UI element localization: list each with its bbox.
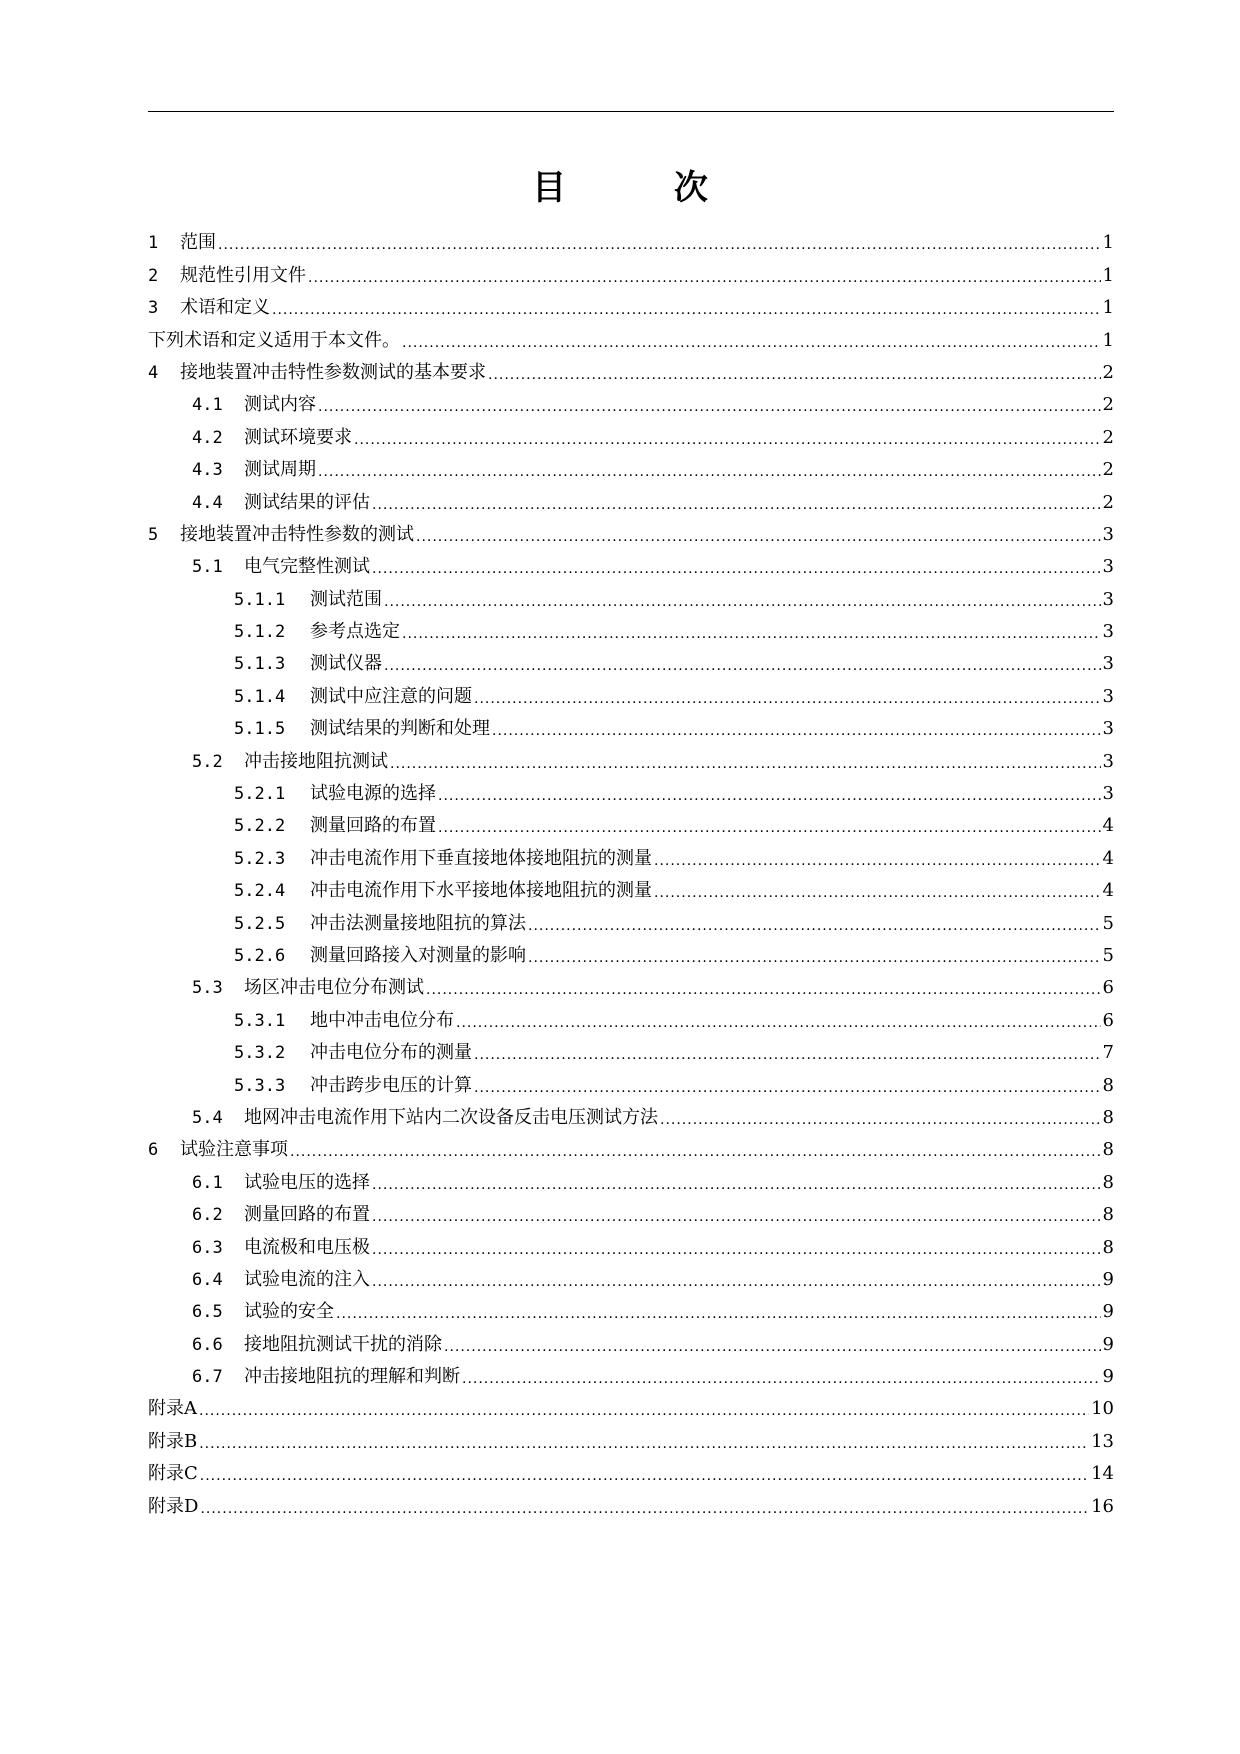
toc-entry-title: 试验注意事项: [180, 1139, 288, 1161]
toc-entry-number: 5.2.4: [234, 881, 286, 902]
toc-entry-page-number: 10: [1091, 1398, 1114, 1420]
toc-entry-number: 5.3.1: [234, 1010, 286, 1031]
toc-entry[interactable]: [148, 578, 1114, 610]
toc-entry-page-number: 4: [1102, 880, 1114, 902]
toc-entry-number: 5.1.3: [234, 654, 286, 675]
toc-entry-page-number: 3: [1102, 685, 1114, 707]
toc-entry-title: 术语和定义: [180, 297, 270, 319]
toc-entry[interactable]: [148, 254, 1114, 286]
toc-entry-number: 5.3.3: [234, 1075, 286, 1096]
toc-entry-page-number: 6: [1102, 977, 1114, 999]
toc-dot-leader: [456, 1014, 1101, 1032]
toc-entry-number: 6: [148, 1140, 159, 1161]
toc-entry-page-number: 4: [1102, 815, 1114, 837]
toc-entry-number: 5.1.1: [234, 589, 286, 610]
toc-entry-title: 冲击法测量接地阻抗的算法: [310, 912, 526, 934]
toc-entry[interactable]: [148, 449, 1114, 481]
toc-entry-title: 电流极和电压极: [244, 1236, 370, 1258]
toc-entry-title: 试验电源的选择: [310, 783, 436, 805]
toc-dot-leader: [654, 884, 1101, 902]
toc-entry[interactable]: [148, 1064, 1114, 1096]
toc-entry-page-number: 2: [1102, 459, 1114, 481]
toc-entry-page-number: 3: [1102, 588, 1114, 610]
toc-entry-title: 测量回路接入对测量的影响: [310, 944, 526, 966]
toc-dot-leader: [372, 560, 1101, 578]
toc-dot-leader: [462, 1370, 1101, 1388]
toc-entry[interactable]: [148, 1226, 1114, 1258]
toc-dot-leader: [492, 722, 1101, 740]
toc-entry-title: 测试结果的评估: [244, 491, 370, 513]
toc-entry-title: 冲击电流作用下垂直接地体接地阻抗的测量: [310, 847, 652, 869]
toc-entry[interactable]: [148, 837, 1114, 869]
toc-dot-leader: [390, 755, 1101, 773]
toc-entry-number: 1: [148, 233, 159, 254]
toc-entry-page-number: 5: [1102, 912, 1114, 934]
toc-entry-title: 测量回路的布置: [310, 815, 436, 837]
toc-dot-leader: [372, 1208, 1101, 1226]
toc-dot-leader: [372, 1273, 1101, 1291]
toc-entry-page-number: 4: [1102, 847, 1114, 869]
toc-entry-page-number: 14: [1091, 1463, 1114, 1485]
toc-entry-title: 测试内容: [244, 394, 316, 416]
toc-entry-page-number: 5: [1102, 944, 1114, 966]
toc-entry-page-number: 9: [1102, 1268, 1114, 1290]
toc-dot-leader: [290, 1143, 1101, 1161]
toc-dot-leader: [218, 236, 1101, 254]
toc-dot-leader: [438, 787, 1101, 805]
toc-dot-leader: [474, 1046, 1101, 1064]
toc-dot-leader: [474, 690, 1101, 708]
toc-entry-number: 5.2.1: [234, 784, 286, 805]
toc-entry-title: 规范性引用文件: [180, 264, 306, 286]
toc-entry-number: 5.2.5: [234, 913, 286, 934]
toc-entry-page-number: 13: [1091, 1430, 1114, 1452]
toc-entry[interactable]: [148, 935, 1114, 967]
toc-entry[interactable]: [148, 805, 1114, 837]
toc-entry-page-number: 3: [1102, 556, 1114, 578]
toc-entry-title: 测量回路的布置: [244, 1204, 370, 1226]
toc-entry-title: 试验电压的选择: [244, 1171, 370, 1193]
toc-entry[interactable]: [148, 319, 1114, 351]
toc-entry-title: 附录C: [148, 1463, 198, 1485]
toc-entry[interactable]: [148, 1097, 1114, 1129]
toc-dot-leader: [308, 269, 1101, 287]
toc-entry-number: 5.2.3: [234, 848, 286, 869]
toc-dot-leader: [660, 1111, 1101, 1129]
toc-entry-number: 5.1.5: [234, 719, 286, 740]
toc-entry-title: 测试中应注意的问题: [310, 685, 472, 707]
toc-entry-page-number: 7: [1102, 1042, 1114, 1064]
toc-entry-title: 接地装置冲击特性参数测试的基本要求: [180, 361, 486, 383]
toc-entry-page-number: 9: [1102, 1301, 1114, 1323]
toc-entry-page-number: 2: [1102, 394, 1114, 416]
toc-dot-leader: [384, 657, 1101, 675]
toc-entry-number: 4.2: [192, 427, 223, 448]
header-rule: [148, 111, 1114, 112]
toc-entry-title: 接地阻抗测试干扰的消除: [244, 1333, 442, 1355]
toc-entry-number: 4.1: [192, 395, 223, 416]
toc-entry-title: 接地装置冲击特性参数的测试: [180, 523, 414, 545]
toc-dot-leader: [402, 625, 1101, 643]
toc-entry-number: 6.1: [192, 1172, 223, 1193]
toc-entry-number: 5: [148, 524, 159, 545]
toc-dot-leader: [272, 301, 1101, 319]
toc-dot-leader: [372, 1241, 1101, 1259]
toc-entry-title: 测试仪器: [310, 653, 382, 675]
toc-entry-title: 冲击接地阻抗的理解和判断: [244, 1366, 460, 1388]
toc-entry-page-number: 8: [1102, 1171, 1114, 1193]
toc-entry[interactable]: [148, 1129, 1114, 1161]
toc-entry-page-number: 1: [1102, 264, 1114, 286]
toc-entry-number: 5.1.4: [234, 686, 286, 707]
toc-entry-page-number: 9: [1102, 1333, 1114, 1355]
toc-entry-page-number: 1: [1102, 297, 1114, 319]
toc-entry[interactable]: [148, 708, 1114, 740]
toc-entry-title: 测试周期: [244, 459, 316, 481]
toc-dot-leader: [528, 917, 1101, 935]
toc-entry-page-number: 3: [1102, 653, 1114, 675]
toc-entry[interactable]: [148, 902, 1114, 934]
toc-entry-number: 5.2: [192, 751, 223, 772]
toc-entry-number: 5.2.2: [234, 816, 286, 837]
toc-dot-leader: [336, 1305, 1101, 1323]
toc-entry[interactable]: [148, 416, 1114, 448]
toc-entry-title: 下列术语和定义适用于本文件。: [148, 329, 400, 351]
toc-entry[interactable]: [148, 773, 1114, 805]
toc-entry[interactable]: [148, 1356, 1114, 1388]
toc-entry-title: 测试环境要求: [244, 426, 352, 448]
toc-entry-title: 试验的安全: [244, 1301, 334, 1323]
toc-entry-page-number: 1: [1102, 232, 1114, 254]
toc-entry-number: 5.3.2: [234, 1043, 286, 1064]
toc-dot-leader: [488, 366, 1101, 384]
toc-dot-leader: [200, 1500, 1089, 1518]
toc-entry-number: 4.3: [192, 460, 223, 481]
toc-entry-title: 场区冲击电位分布测试: [244, 977, 424, 999]
toc-entry-page-number: 3: [1102, 718, 1114, 740]
toc-entry-page-number: 9: [1102, 1366, 1114, 1388]
toc-entry[interactable]: [148, 481, 1114, 513]
toc-entry-title: 地网冲击电流作用下站内二次设备反击电压测试方法: [244, 1106, 658, 1128]
toc-entry-number: 5.4: [192, 1107, 223, 1128]
toc-entry-number: 2: [148, 265, 159, 286]
toc-entry-page-number: 8: [1102, 1236, 1114, 1258]
toc-entry-number: 5.2.6: [234, 945, 286, 966]
toc-entry-title: 范围: [180, 232, 216, 254]
toc-entry[interactable]: [148, 287, 1114, 319]
toc-entry[interactable]: [148, 352, 1114, 384]
toc-entry-title: 测试结果的判断和处理: [310, 718, 490, 740]
toc-entry[interactable]: [148, 1420, 1114, 1452]
toc-entry[interactable]: [148, 1388, 1114, 1420]
toc-entry-page-number: 16: [1091, 1495, 1114, 1517]
toc-entry-title: 附录B: [148, 1430, 198, 1452]
toc-entry[interactable]: [148, 1032, 1114, 1064]
toc-entry-page-number: 8: [1102, 1074, 1114, 1096]
toc-entry[interactable]: [148, 222, 1114, 254]
toc-entry-page-number: 3: [1102, 621, 1114, 643]
toc-dot-leader: [474, 1079, 1101, 1097]
toc-entry-title: 试验电流的注入: [244, 1268, 370, 1290]
toc-dot-leader: [654, 852, 1101, 870]
toc-entry-title: 冲击电位分布的测量: [310, 1042, 472, 1064]
toc-entry-number: 5.1: [192, 557, 223, 578]
toc-entry-number: 6.6: [192, 1334, 223, 1355]
toc-entry[interactable]: [148, 999, 1114, 1031]
toc-entry[interactable]: [148, 967, 1114, 999]
page-title: 目 次: [532, 168, 756, 208]
toc-entry-number: 5.1.2: [234, 622, 286, 643]
toc-entry-title: 冲击电流作用下水平接地体接地阻抗的测量: [310, 880, 652, 902]
toc-entry-page-number: 3: [1102, 523, 1114, 545]
toc-dot-leader: [372, 1176, 1101, 1194]
table-of-contents: [148, 222, 1114, 1518]
toc-dot-leader: [318, 398, 1101, 416]
toc-entry-page-number: 2: [1102, 491, 1114, 513]
toc-entry[interactable]: [148, 740, 1114, 772]
toc-entry-page-number: 8: [1102, 1204, 1114, 1226]
toc-entry-page-number: 3: [1102, 750, 1114, 772]
toc-entry-number: 6.7: [192, 1367, 223, 1388]
toc-dot-leader: [444, 1338, 1101, 1356]
toc-entry-title: 测试范围: [310, 588, 382, 610]
toc-entry[interactable]: [148, 1323, 1114, 1355]
toc-dot-leader: [200, 1467, 1089, 1485]
toc-entry-title: 附录A: [148, 1398, 197, 1420]
toc-entry[interactable]: [148, 384, 1114, 416]
toc-entry-number: 4: [148, 362, 159, 383]
toc-entry-number: 5.3: [192, 978, 223, 999]
toc-entry[interactable]: [148, 675, 1114, 707]
toc-entry[interactable]: [148, 1291, 1114, 1323]
toc-entry[interactable]: [148, 1485, 1114, 1517]
toc-entry-title: 附录D: [148, 1495, 199, 1517]
toc-dot-leader: [416, 528, 1101, 546]
toc-entry[interactable]: [148, 1259, 1114, 1291]
toc-entry[interactable]: [148, 1453, 1114, 1485]
toc-entry-page-number: 2: [1102, 361, 1114, 383]
toc-entry-page-number: 2: [1102, 426, 1114, 448]
toc-dot-leader: [402, 334, 1101, 352]
toc-entry[interactable]: [148, 1161, 1114, 1193]
toc-entry-number: 6.5: [192, 1302, 223, 1323]
toc-entry-page-number: 3: [1102, 783, 1114, 805]
toc-entry[interactable]: [148, 611, 1114, 643]
toc-entry-title: 冲击跨步电压的计算: [310, 1074, 472, 1096]
toc-entry-title: 电气完整性测试: [244, 556, 370, 578]
toc-entry[interactable]: [148, 546, 1114, 578]
toc-dot-leader: [199, 1402, 1089, 1420]
toc-entry-page-number: 8: [1102, 1139, 1114, 1161]
toc-dot-leader: [438, 819, 1101, 837]
toc-entry-title: 冲击接地阻抗测试: [244, 750, 388, 772]
toc-dot-leader: [528, 949, 1101, 967]
toc-entry[interactable]: [148, 1194, 1114, 1226]
toc-entry-number: 6.2: [192, 1205, 223, 1226]
toc-dot-leader: [354, 431, 1101, 449]
toc-entry[interactable]: [148, 514, 1114, 546]
toc-entry-number: 6.3: [192, 1237, 223, 1258]
toc-entry-number: 6.4: [192, 1269, 223, 1290]
toc-entry-page-number: 6: [1102, 1009, 1114, 1031]
toc-entry-number: 4.4: [192, 492, 223, 513]
toc-entry[interactable]: [148, 643, 1114, 675]
toc-entry-page-number: 1: [1102, 329, 1114, 351]
toc-entry-number: 3: [148, 298, 159, 319]
toc-entry-page-number: 8: [1102, 1106, 1114, 1128]
toc-dot-leader: [384, 593, 1101, 611]
toc-dot-leader: [426, 981, 1101, 999]
toc-dot-leader: [318, 463, 1101, 481]
toc-entry[interactable]: [148, 870, 1114, 902]
toc-dot-leader: [372, 496, 1101, 514]
toc-entry-title: 地中冲击电位分布: [310, 1009, 454, 1031]
toc-entry-title: 参考点选定: [310, 621, 400, 643]
toc-dot-leader: [199, 1435, 1089, 1453]
